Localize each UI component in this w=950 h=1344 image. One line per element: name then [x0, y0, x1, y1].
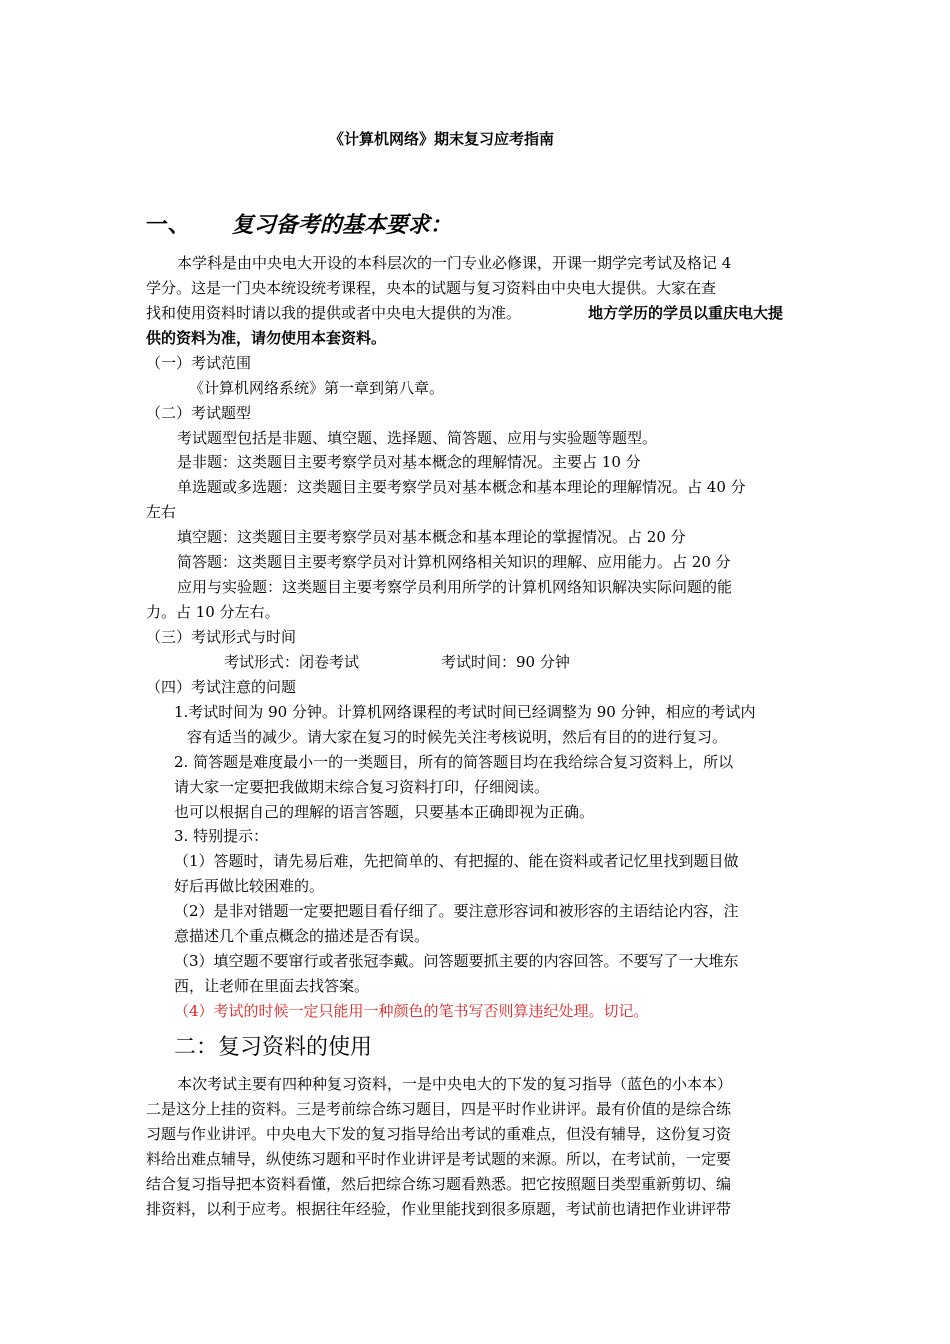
intro-line: 学分。这是一门央本统设统考课程，央本的试题与复习资料由中央电大提供。大家在查	[146, 279, 717, 297]
exam-time: 考试时间：90 分钟	[441, 653, 570, 671]
intro-line: 本学科是由中央电大开设的本科层次的一门专业必修课，开课一期学完考试及格记 4	[177, 254, 732, 272]
types-line: 力。占 10 分左右。	[146, 603, 280, 621]
section-2-line: 习题与作业讲评。中央电大下发的复习指导给出考试的重难点，但没有辅导，这份复习资	[146, 1125, 732, 1143]
notes-line: （3）填空题不要窜行或者张冠李戴。问答题要抓主要的内容回答。不要写了一大堆东	[174, 952, 739, 970]
notes-line: 1.考试时间为 90 分钟。计算机网络课程的考试时间已经调整为 90 分钟，相应的考试内	[174, 703, 756, 721]
section-2-line: 结合复习指导把本资料看懂，然后把综合练习题看熟悉。把它按照题目类型重新剪切、编	[146, 1175, 732, 1193]
intro-line: 找和使用资料时请以我的提供或者中央电大提供的为准。	[146, 304, 522, 322]
notes-line: 2. 简答题是难度最小一的一类题目，所有的简答题目均在我给综合复习资料上，所以	[174, 753, 734, 771]
types-heading: （二）考试题型	[146, 404, 252, 422]
notes-line: 容有适当的减少。请大家在复习的时候先关注考核说明，然后有目的的进行复习。	[187, 728, 728, 746]
document-title: 《计算机网络》期末复习应考指南	[329, 130, 555, 148]
types-line: 是非题：这类题目主要考察学员对基本概念的理解情况。主要占 10 分	[177, 453, 641, 471]
notes-line: （2）是非对错题一定要把题目看仔细了。要注意形容词和被形容的主语结论内容，注	[174, 902, 739, 920]
section-1-number: 一、	[146, 212, 191, 238]
types-line: 填空题：这类题目主要考察学员对基本概念和基本理论的掌握情况。占 20 分	[177, 528, 686, 546]
notes-line: 请大家一定要把我做期末综合复习资料打印，仔细阅读。	[174, 778, 550, 796]
warning-note: （4）考试的时候一定只能用一种颜色的笔书写否则算违纪处理。切记。	[174, 1002, 649, 1020]
section-1-title: 复习备考的基本要求：	[231, 212, 452, 238]
types-line: 左右	[146, 503, 177, 521]
types-line: 单选题或多选题：这类题目主要考察学员对基本概念和基本理论的理解情况。占 40 分	[177, 478, 746, 496]
intro-emphasis: 供的资料为准，请勿使用本套资料。	[146, 329, 387, 347]
form-heading: （三）考试形式与时间	[146, 628, 297, 646]
intro-emphasis: 地方学历的学员以重庆电大提	[588, 304, 784, 322]
section-2-line: 料给出难点辅导，纵使练习题和平时作业讲评是考试题的来源。所以，在考试前，一定要	[146, 1150, 732, 1168]
exam-form: 考试形式：闭卷考试	[224, 653, 360, 671]
section-2-heading: 二：复习资料的使用	[174, 1035, 373, 1060]
notes-line: 意描述几个重点概念的描述是否有误。	[174, 927, 430, 945]
notes-line: （1）答题时，请先易后难，先把简单的、有把握的、能在资料或者记忆里找到题目做	[174, 852, 739, 870]
notes-line: 西，让老师在里面去找答案。	[174, 977, 370, 995]
notes-heading: （四）考试注意的问题	[146, 678, 297, 696]
scope-text: 《计算机网络系统》第一章到第八章。	[189, 379, 445, 397]
notes-line: 3. 特别提示：	[174, 827, 269, 845]
section-2-line: 排资料，以利于应考。根据往年经验，作业里能找到很多原题，考试前也请把作业讲评带	[146, 1200, 732, 1218]
section-2-line: 本次考试主要有四种种复习资料，一是中央电大的下发的复习指导（蓝色的小本本）	[177, 1075, 733, 1093]
section-1-heading	[146, 211, 452, 239]
notes-line: 好后再做比较困难的。	[174, 877, 325, 895]
types-line: 考试题型包括是非题、填空题、选择题、简答题、应用与实验题等题型。	[177, 429, 658, 447]
types-line: 应用与实验题：这类题目主要考察学员利用所学的计算机网络知识解决实际问题的能	[177, 578, 733, 596]
scope-heading: （一）考试范围	[146, 354, 252, 372]
types-line: 简答题：这类题目主要考察学员对计算机网络相关知识的理解、应用能力。占 20 分	[177, 553, 731, 571]
notes-line: 也可以根据自己的理解的语言答题，只要基本正确即视为正确。	[174, 803, 595, 821]
section-2-line: 二是这分上挂的资料。三是考前综合练习题目，四是平时作业讲评。最有价值的是综合练	[146, 1100, 732, 1118]
